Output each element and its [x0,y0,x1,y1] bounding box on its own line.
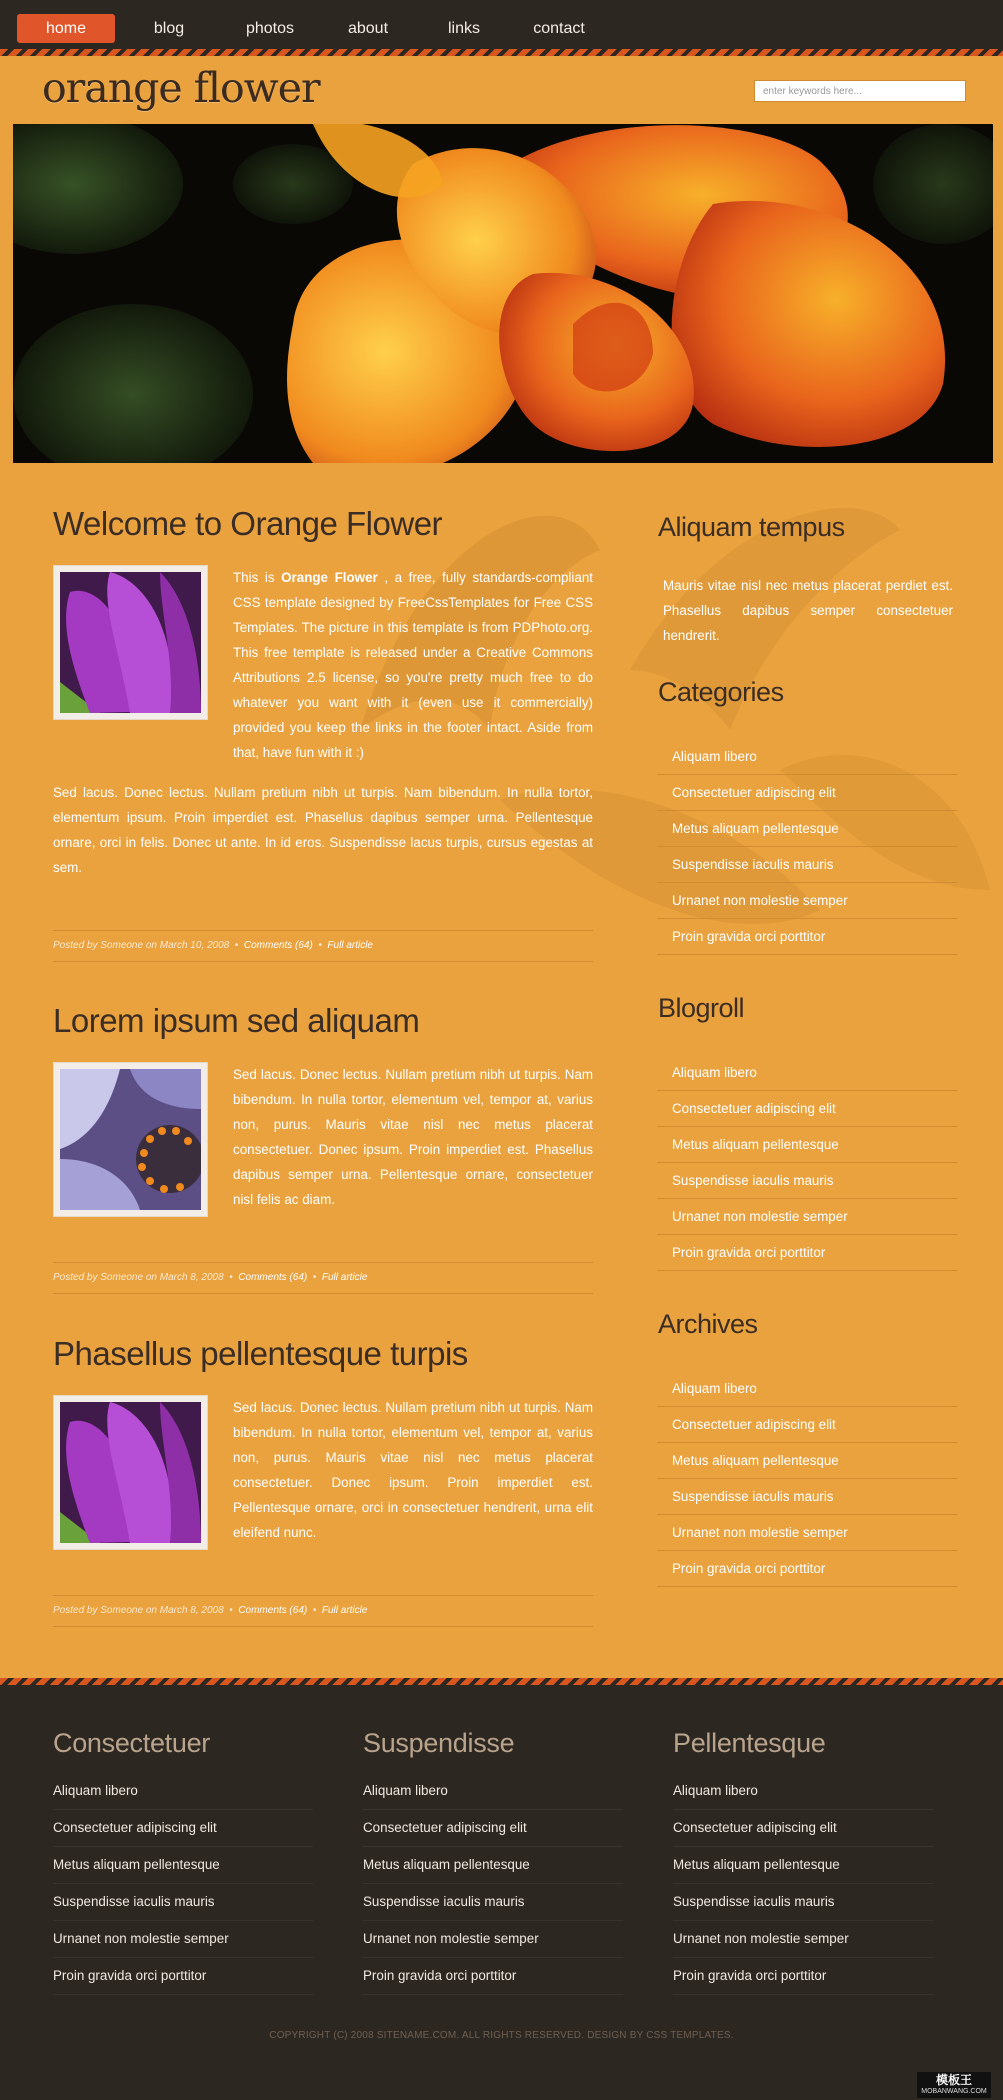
footer-stripe-divider [0,1678,1003,1685]
post-body-text: Sed lacus. Donec lectus. Nullam pretium nibh ut turpis. Nam bibendum. In nulla tortor, elementum vel, tempor at, varius non, purus. Mauris vitae nisl nec metus placerat consectetuer. Donec ipsum. Proin imperdiet est. Pellentesque ornare, orci in consectetuer hendrerit, urna elit eleifend nunc. [233,1400,593,1540]
post-title[interactable]: Phasellus pellentesque turpis [53,1335,468,1372]
sidebar-about-title: Aliquam tempus [658,512,845,542]
nav-links[interactable]: links [447,20,480,37]
post-title[interactable]: Welcome to Orange Flower [53,505,443,542]
intro-highlight: Orange Flower [281,570,378,585]
badge-url: MOBANWANG.COM [921,2088,987,2095]
meta-separator: • [312,1272,317,1283]
footer-link[interactable]: Proin gravida orci porttitor [673,1958,933,1995]
footer-column [673,1728,933,1995]
footer-link[interactable]: Consectetuer adipiscing elit [363,1810,623,1847]
meta-separator: • [318,940,322,951]
sidebar-link[interactable]: Consectetuer adipiscing elit [657,1407,957,1443]
sidebar-link[interactable]: Suspendisse iaculis mauris [657,1163,957,1199]
footer-link[interactable]: Metus aliquam pellentesque [53,1847,313,1884]
meta-separator: • [234,940,239,951]
footer-link[interactable]: Suspendisse iaculis mauris [53,1884,313,1921]
post-meta [53,1262,593,1294]
footer-link[interactable]: Proin gravida orci porttitor [53,1958,313,1995]
meta-separator: • [312,1605,317,1616]
post-title[interactable]: Lorem ipsum sed aliquam [53,1002,420,1039]
nav-blog[interactable]: blog [153,20,185,37]
meta-separator: • [229,1272,233,1283]
search-input[interactable]: enter keywords here... [754,80,966,102]
footer-column [363,1728,623,1995]
top-navigation-bar [0,0,1003,56]
sidebar-link[interactable]: Proin gravida orci porttitor [657,1551,957,1587]
blogroll-list [657,1055,957,1271]
hero-flower-image [13,124,993,463]
sidebar-link[interactable]: Urnanet non molestie semper [657,883,957,919]
comments-link[interactable]: Comments (64) [238,1272,308,1283]
full-article-link[interactable]: Full article [327,940,373,951]
comments-link[interactable]: Comments (64) [238,1605,308,1616]
footer-link[interactable]: Consectetuer adipiscing elit [673,1810,933,1847]
sidebar-link[interactable]: Proin gravida orci porttitor [657,1235,957,1271]
sidebar-link[interactable]: Proin gravida orci porttitor [657,919,957,955]
footer-column-title: Pellentesque [673,1728,826,1758]
mobanwang-watermark-badge [917,2072,991,2098]
site-logo[interactable]: orange flower [42,64,320,112]
post-intro-text [53,565,593,765]
sidebar-link[interactable]: Metus aliquam pellentesque [657,1443,957,1479]
copyright-text: COPYRIGHT (C) 2008 SITENAME.COM. ALL RIGHTS RESERVED. DESIGN BY CSS TEMPLATES. [269,2030,734,2041]
badge-title: 模板王 [935,2073,972,2087]
footer-column-title: Consectetuer [53,1728,210,1758]
footer-link[interactable]: Urnanet non molestie semper [53,1921,313,1958]
footer-link[interactable]: Metus aliquam pellentesque [363,1847,623,1884]
full-article-link[interactable]: Full article [321,1605,368,1616]
categories-list [657,739,957,955]
footer-link[interactable]: Aliquam libero [363,1773,623,1810]
footer-column [53,1728,313,1995]
footer-link-list [673,1773,933,1995]
footer-column-title: Suspendisse [363,1728,515,1758]
sidebar-categories-title: Categories [658,677,784,707]
footer-link-list [363,1773,623,1995]
sidebar-about-text: Mauris vitae nisl nec metus placerat perdiet est. Phasellus dapibus semper consectetuer hendrerit. [663,578,953,643]
footer-link[interactable]: Proin gravida orci porttitor [363,1958,623,1995]
sidebar-link[interactable]: Consectetuer adipiscing elit [657,775,957,811]
sidebar-link[interactable]: Aliquam libero [657,1371,957,1407]
post-meta [53,930,593,962]
post-date: Posted by Someone on March 8, 2008 [53,1272,224,1283]
footer-link[interactable]: Aliquam libero [53,1773,313,1810]
footer-link-list [53,1773,313,1995]
nav-about[interactable]: about [347,20,389,37]
nav-photos[interactable]: photos [245,20,295,37]
post-date: Posted by Someone on March 8, 2008 [53,1605,224,1616]
post-welcome [53,505,593,965]
sidebar-archives-title: Archives [658,1309,758,1339]
archives-list [657,1371,957,1587]
footer-link[interactable]: Urnanet non molestie semper [673,1921,933,1958]
post-body-text: Sed lacus. Donec lectus. Nullam pretium nibh ut turpis. Nam bibendum. In nulla tortor, elementum vel, tempor at, varius non, purus. Mauris vitae nisl nec metus placerat consectetuer. Donec ipsum. Proin imperdiet est. Phasellus dapibus semper urna. Pellentesque ornare, consectetuer nisl felis ac diam. [233,1067,593,1207]
nav-stripe-divider [0,49,1003,56]
sidebar-link[interactable]: Suspendisse iaculis mauris [657,847,957,883]
meta-separator: • [229,1605,233,1616]
footer-link[interactable]: Metus aliquam pellentesque [673,1847,933,1884]
full-article-link[interactable]: Full article [321,1272,368,1283]
nav-contact[interactable]: contact [533,20,585,37]
sidebar-link[interactable]: Suspendisse iaculis mauris [657,1479,957,1515]
sidebar-link[interactable]: Urnanet non molestie semper [657,1515,957,1551]
post-date: Posted by Someone on March 10, 2008 [53,940,230,951]
footer [0,1678,1003,2100]
hibiscus-illustration [13,124,993,463]
intro-lead: This is [233,570,282,585]
footer-link[interactable]: Suspendisse iaculis mauris [673,1884,933,1921]
footer-link[interactable]: Suspendisse iaculis mauris [363,1884,623,1921]
post-lorem [53,1002,593,1302]
post-body-text: Sed lacus. Donec lectus. Nullam pretium nibh ut turpis. Nam bibendum. In nulla tortor, elementum ipsum. Proin imperdiet est. Phasellus dapibus semper urna. Pellentesque ornare, orci in felis. Donec ut ante. In id eros. Suspendisse lacus turpis, cursus egestas at sem. [53,785,593,875]
sidebar-link[interactable]: Metus aliquam pellentesque [657,1127,957,1163]
comments-link[interactable]: Comments (64) [243,940,313,951]
sidebar-blogroll-title: Blogroll [658,993,745,1023]
sidebar-link[interactable]: Consectetuer adipiscing elit [657,1091,957,1127]
sidebar-link[interactable]: Metus aliquam pellentesque [657,811,957,847]
footer-link[interactable]: Consectetuer adipiscing elit [53,1810,313,1847]
intro-rest: , a free, fully standards-compliant CSS template designed by FreeCssTemplates for Free CSS Templates. The picture in this template is from PDPhoto.org. This free template is released under a Creative Commons Attributions 2.5 license, so you're pretty much free to do whatever you want with it (even use it commercially) provided you keep the links in the footer intact. Aside from that, have fun with it :) [233,570,593,760]
sidebar-link[interactable]: Urnanet non molestie semper [657,1199,957,1235]
sidebar-link[interactable]: Aliquam libero [657,1055,957,1091]
nav-home[interactable]: home [17,14,115,43]
sidebar-link[interactable]: Aliquam libero [657,739,957,775]
post-meta [53,1595,593,1627]
footer-link[interactable]: Urnanet non molestie semper [363,1921,623,1958]
footer-link[interactable]: Aliquam libero [673,1773,933,1810]
post-phasellus [53,1335,593,1635]
